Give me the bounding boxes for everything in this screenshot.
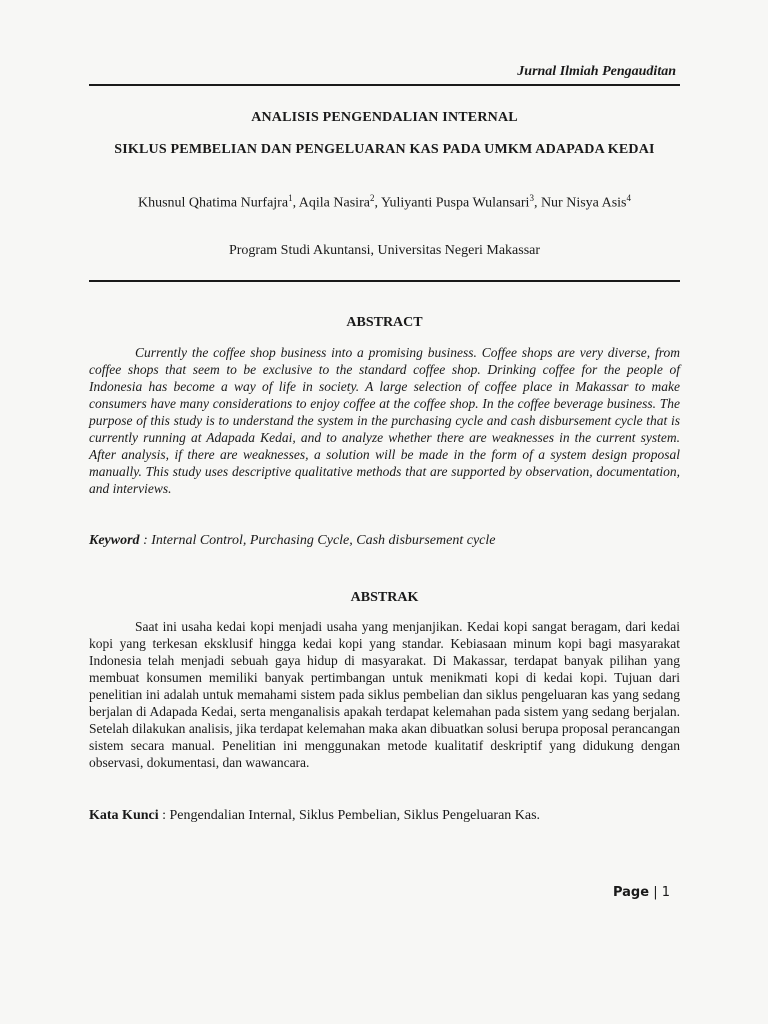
- kata-kunci-line: [89, 808, 540, 824]
- abstract-heading: ABSTRACT: [346, 315, 423, 330]
- page-separator: |: [649, 885, 662, 900]
- keyword-label: Keyword: [89, 533, 140, 548]
- abstrak-text: Saat ini usaha kedai kopi menjadi usaha yang menjanjikan. Kedai kopi sangat beragam, dari kedai kopi yang terkesan eksklusif hingga kedai kopi yang standar. Kebiasaan minum kopi bagi masyarakat Indonesia telah menjadi sebuah gaya hidup di masyarakat. Di Makassar, terdapat banyak pilihan yang membuat konsumen memiliki banyak pertimbangan untuk menikmati kopi di kedai kopi. Tujuan dari penelitian ini adalah untuk memahami sistem pada siklus pembelian dan siklus pengeluaran kas yang sedang berjalan di Adapada Kedai, serta menganalisis apakah terdapat kelemahan pada sistem yang sedang berjalan. Setelah dilakukan analisis, jika terdapat kelemahan maka akan dibuatkan solusi berupa proposal perancangan sistem secara manual. Penelitian ini menggunakan metode kualitatif deskriptif yang didukung dengan observasi, dokumentasi, dan wawancara.: [89, 619, 680, 770]
- title-block-rule: [89, 280, 680, 282]
- author-affiliation-mark: 2: [369, 193, 375, 203]
- paper-title-line-1: ANALISIS PENGENDALIAN INTERNAL: [251, 110, 518, 125]
- kata-kunci-label: Kata Kunci: [89, 808, 159, 823]
- author-list: Khusnul Qhatima Nurfajra$^1$, Aqila Nasira$^2$, Yuliyanti Puspa Wulansari$^3$, Nur Nisya Asis$^4$: [137, 193, 631, 211]
- keyword-line: [89, 533, 495, 549]
- keyword-text: : Internal Control, Purchasing Cycle, Cash disbursement cycle: [139, 533, 496, 548]
- author-name: Nur Nisya Asis: [540, 195, 627, 211]
- author-name: Yuliyanti Puspa Wulansari: [380, 195, 530, 211]
- author-name: Khusnul Qhatima Nurfajra: [137, 195, 289, 211]
- page-footer: [613, 885, 670, 900]
- page-label: Page: [612, 885, 650, 900]
- header-rule: [89, 84, 680, 86]
- author-affiliation-mark: 1: [288, 193, 293, 203]
- affiliation: Program Studi Akuntansi, Universitas Negeri Makassar: [228, 243, 541, 258]
- kata-kunci-text: : Pengendalian Internal, Siklus Pembelian, Siklus Pengeluaran Kas.: [158, 808, 541, 823]
- author-affiliation-mark: 3: [529, 193, 534, 203]
- abstrak-body: [89, 618, 680, 771]
- abstract-text: Currently the coffee shop business into a promising business. Coffee shops are very diverse, from coffee shops that seem to be exclusive to the standard coffee shop. Drinking coffee for the people of Indonesia has become a way of life in society. A large selection of coffee place in Makassar to make consumers have many considerations to enjoy coffee at the coffee shop. In the coffee beverage business. The purpose of this study is to understand the system in the purchasing cycle and cash disbursement cycle that is currently running at Adapada Kedai, and to analyze whether there are weaknesses in the current system. After analysis, if there are weaknesses, a solution will be made in the form of a system design proposal manually. This study uses descriptive qualitative methods that are supported by observation, documentation, and interviews.: [89, 345, 680, 496]
- page-number: 1: [661, 885, 670, 900]
- author-name: Aqila Nasira: [298, 195, 370, 211]
- journal-header: Jurnal Ilmiah Pengauditan: [517, 64, 676, 79]
- author-affiliation-mark: 4: [626, 193, 631, 203]
- abstrak-heading: ABSTRAK: [350, 590, 419, 605]
- abstract-body: [89, 344, 680, 497]
- paper-title-line-2: SIKLUS PEMBELIAN DAN PENGELUARAN KAS PADA UMKM ADAPADA KEDAI: [114, 142, 655, 157]
